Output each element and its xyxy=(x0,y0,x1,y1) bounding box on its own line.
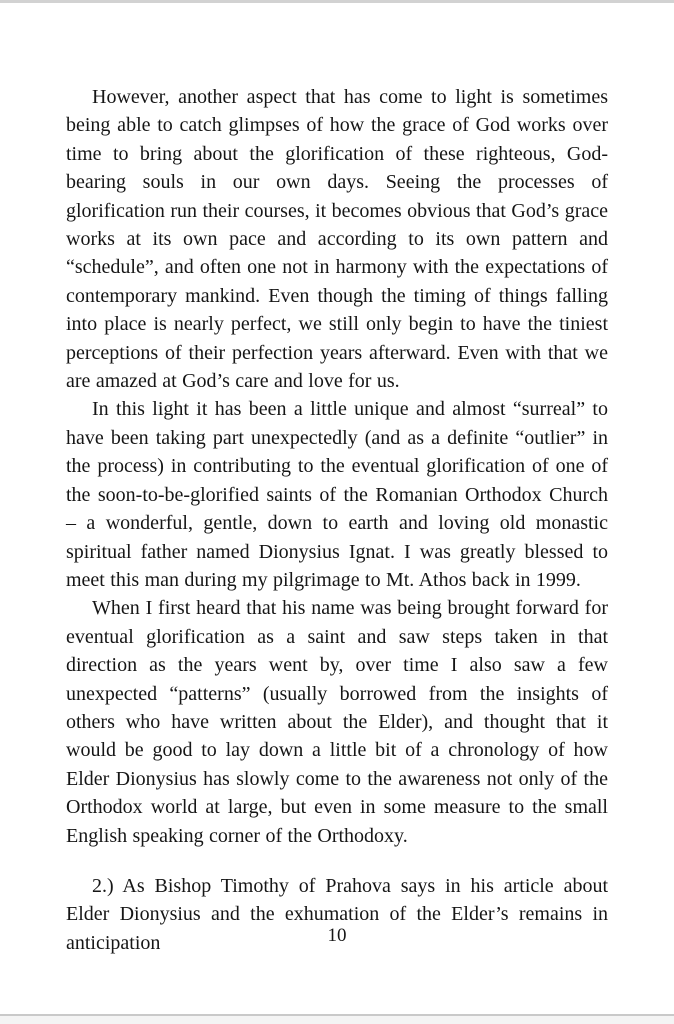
page-text-block xyxy=(66,83,608,957)
window-bottom-divider xyxy=(0,1014,674,1024)
page-number: 10 xyxy=(327,925,347,946)
paragraph-bishop-timothy: 2.) As Bishop Timothy of Prahova says in his article about Elder Dionysius and the exhumation of the Elder’s remains in anticipation xyxy=(66,874,608,954)
paragraph-grace-of-god: However, another aspect that has come to light is sometimes being able to catch glimpses of how the grace of God works over time to bring about the glorification of these righteous, God-bearing souls in our own days. Seeing the processes of glorification run their courses, it becomes obvious that God’s grace works at its own pace and according to its own pattern and “schedule”, and often one not in harmony with the expectations of contemporary mankind. Even though the timing of things falling into place is nearly perfect, we still only begin to have the tiniest perceptions of their perfection years afterward. Even with that we are amazed at God’s care and love for us. xyxy=(66,86,608,393)
window-top-divider xyxy=(0,0,674,3)
paragraph-surreal-contribution: In this light it has been a little unique and almost “surreal” to have been taking part unexpectedly (and as a definite “outlier” in the process) in contributing to the eventual glorification of one of the soon-to-be-glorified saints of the Romanian Orthodox Church – a wonderful, gentle, down to earth and loving old monastic spiritual father named Dionysius Ignat. I was greatly blessed to meet this man during my pilgrimage to Mt. Athos back in 1999. xyxy=(66,398,608,591)
paragraph-chronology: When I first heard that his name was being brought forward for eventual glorification as a saint and saw steps taken in that direction as the years went by, over time I also saw a few unexpected “patterns” (usually borrowed from the insights of others who have written about the Elder), and thought that it would be good to lay down a little bit of a chronology of how Elder Dionysius has slowly come to the awareness not only of the Orthodox world at large, but even in some measure to the small English speaking corner of the Orthodoxy. xyxy=(66,597,608,847)
